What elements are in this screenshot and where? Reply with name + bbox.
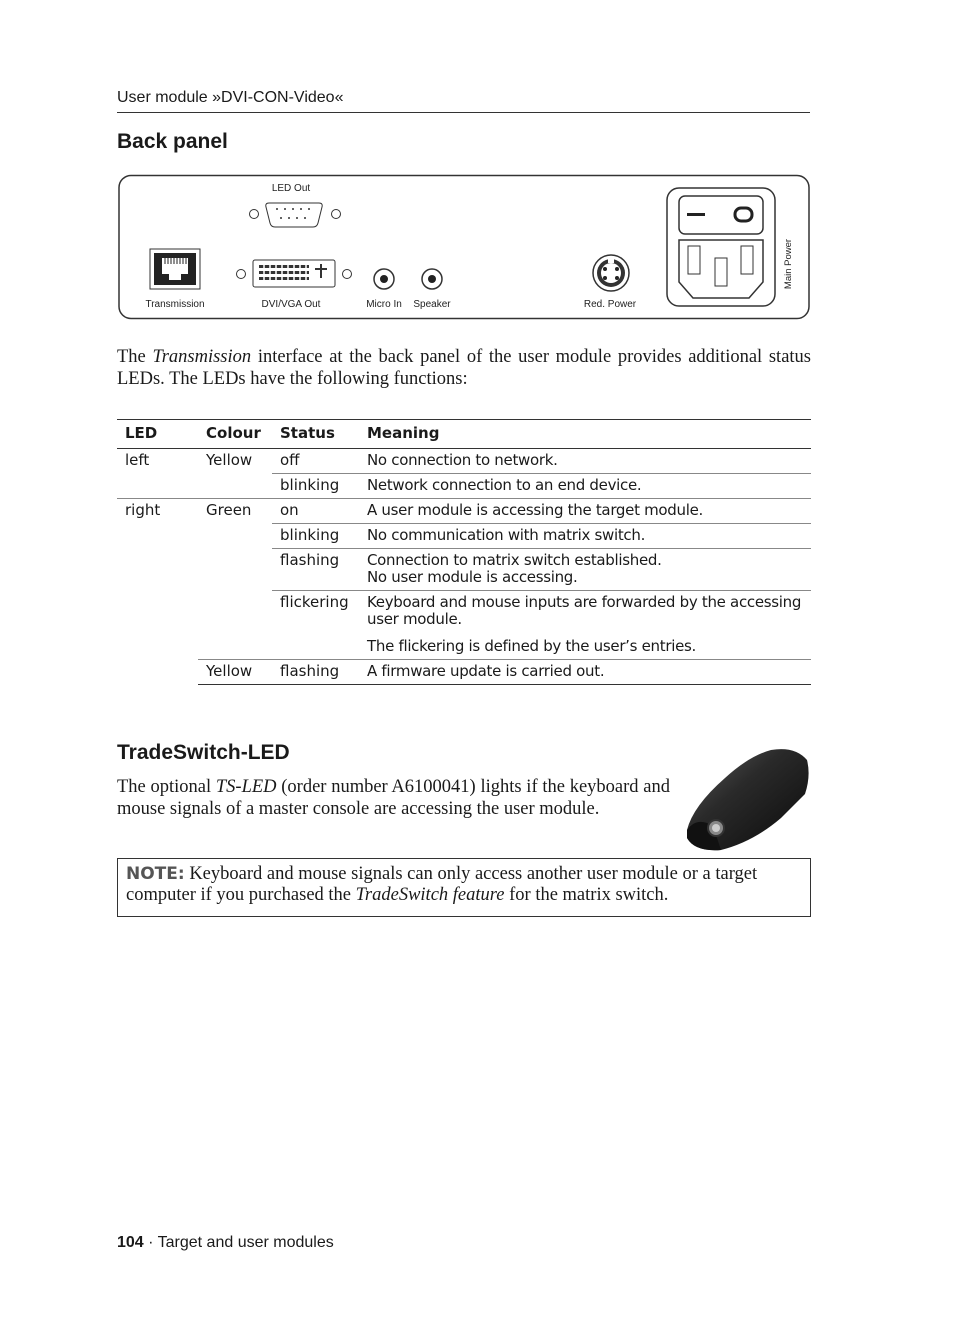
label-led-out: LED Out	[271, 183, 311, 194]
ts-led-device-image	[683, 746, 811, 852]
term-tradeswitch-feature: TradeSwitch feature	[355, 885, 505, 905]
page-number: 104	[117, 1234, 144, 1251]
cell-meaning: A user module is accessing the target module.	[359, 499, 811, 524]
table-row	[117, 449, 811, 474]
cell-colour: Yellow	[206, 451, 253, 469]
cell-colour: Yellow	[198, 660, 272, 685]
cell-meaning: Keyboard and mouse inputs are forwarded by the accessing user module. The flickering is defined by the user’s entries.	[359, 591, 811, 660]
cell-status: flashing	[272, 549, 359, 591]
note-label: NOTE:	[126, 864, 185, 884]
col-header-colour: Colour	[198, 420, 272, 449]
section-heading-back-panel: Back panel	[117, 130, 228, 153]
term-transmission: Transmission	[152, 347, 252, 367]
col-header-status: Status	[272, 420, 359, 449]
label-speaker: Speaker	[413, 299, 451, 310]
cell-status: off	[280, 451, 300, 469]
cell-led: right	[117, 499, 198, 685]
cell-meaning: Connection to matrix switch established. No user module is accessing.	[359, 549, 811, 591]
cell-status: blinking	[272, 524, 359, 549]
running-header: User module »DVI-CON-Video«	[117, 89, 810, 113]
cell-meaning: Network connection to an end device.	[359, 474, 811, 499]
cell-status: flickering	[272, 591, 359, 660]
cell-meaning: No communication with matrix switch.	[359, 524, 811, 549]
table-header-row	[117, 420, 811, 449]
intro-paragraph: The Transmission interface at the back panel of the user module provides additional status LEDs. The LEDs have the following functions:	[117, 347, 811, 389]
cell-status: blinking	[272, 474, 359, 499]
cell-led: left	[125, 451, 150, 469]
cell-meaning: A firmware update is carried out.	[359, 660, 811, 685]
cell-meaning: No connection to network.	[367, 451, 558, 469]
col-header-meaning: Meaning	[359, 420, 811, 449]
label-transmission: Transmission	[145, 299, 205, 310]
col-header-led: LED	[117, 420, 198, 449]
note-box: NOTE: Keyboard and mouse signals can only access another user module or a target computer if you purchased the TradeSwitch feature for the matrix switch.	[117, 858, 811, 917]
label-main-power: Main Power	[783, 238, 794, 290]
back-panel-diagram	[117, 174, 811, 320]
table-row	[117, 499, 811, 524]
led-status-table	[117, 419, 811, 685]
table-row	[117, 660, 811, 685]
cell-status: on	[272, 499, 359, 524]
label-micro-in: Micro In	[366, 299, 402, 310]
tradeswitch-paragraph: The optional TS-LED (order number A6100041) lights if the keyboard and mouse signals of a master console are accessing the user module.	[117, 777, 670, 819]
label-red-power: Red. Power	[583, 299, 637, 310]
page-footer	[117, 1234, 334, 1252]
cell-colour: Green	[198, 499, 272, 660]
footer-section: · Target and user modules	[143, 1234, 334, 1251]
cell-status: flashing	[272, 660, 359, 685]
section-heading-tradeswitch-led: TradeSwitch-LED	[117, 741, 290, 764]
term-ts-led: TS-LED	[215, 777, 277, 797]
label-dvi-vga-out: DVI/VGA Out	[261, 299, 321, 310]
